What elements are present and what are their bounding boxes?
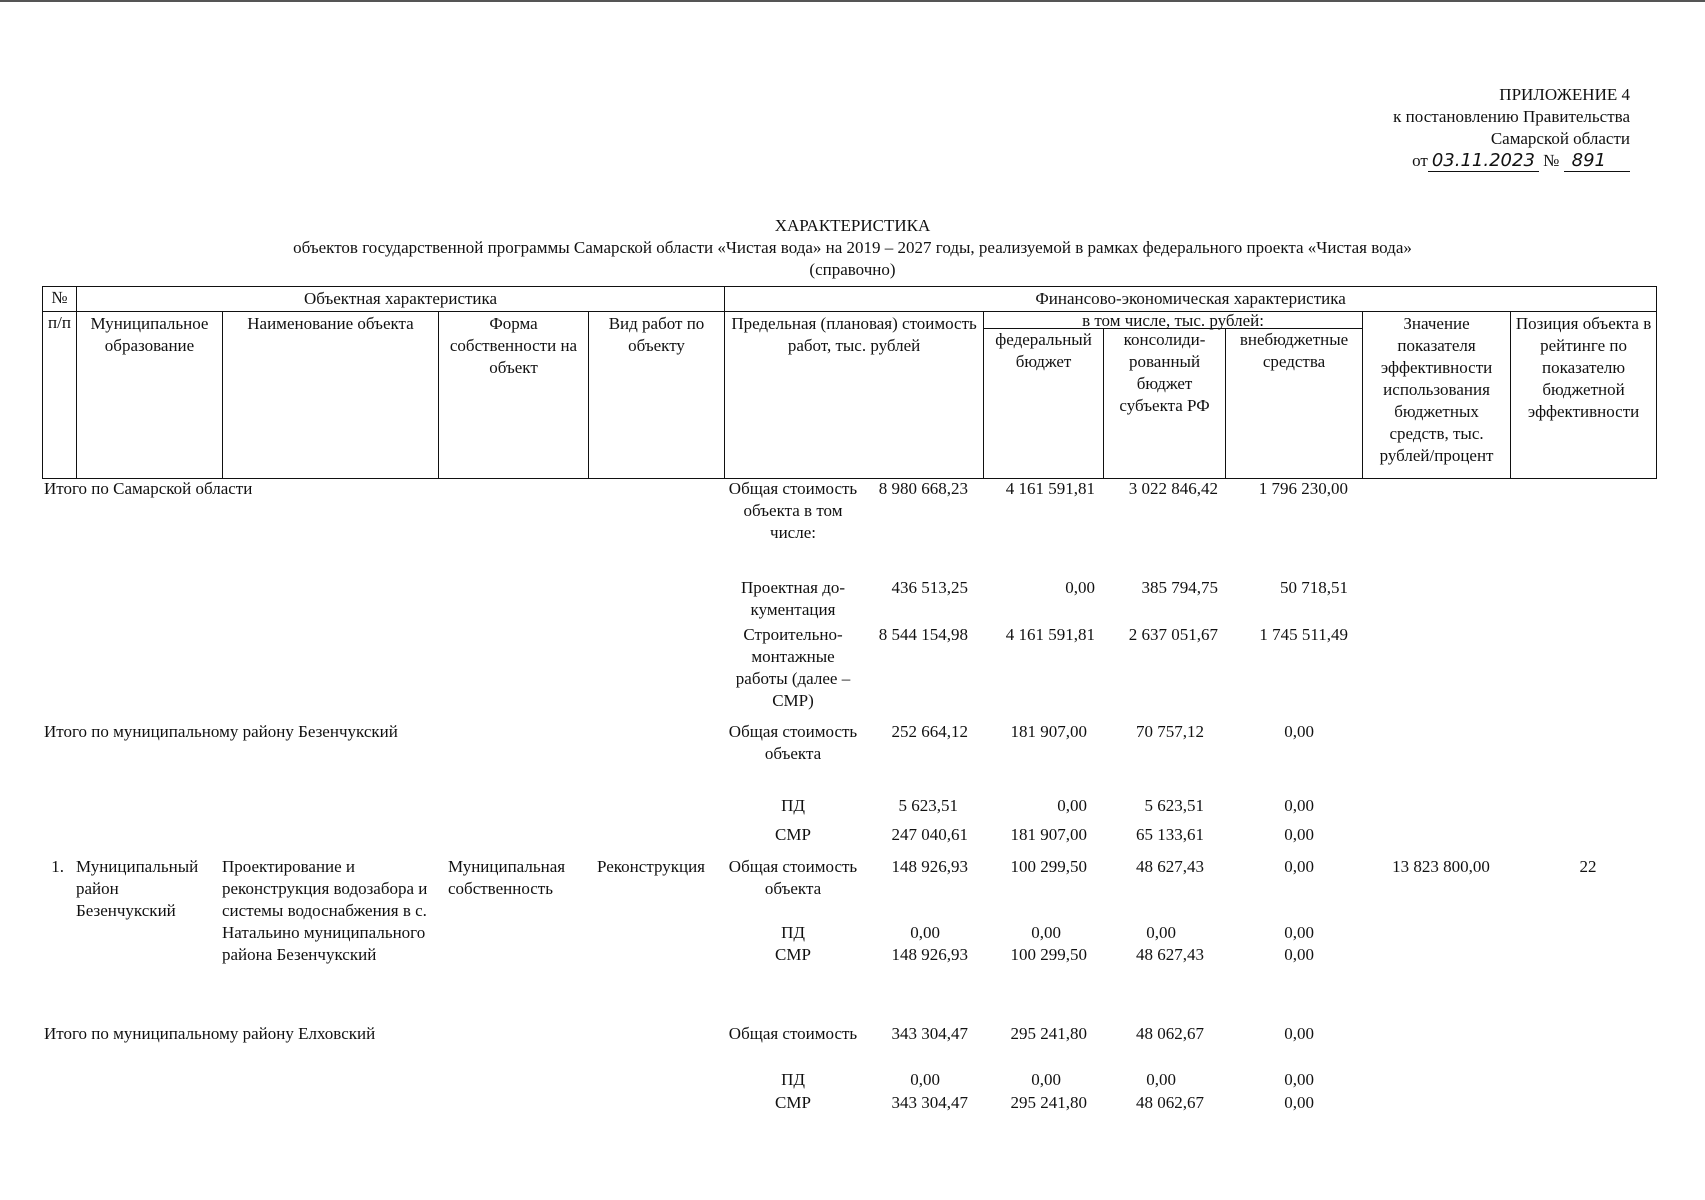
item1-pd-fed: 0,00	[1031, 923, 1061, 942]
header-max-cost: Предельная (плановая) стоимость работ, тыс. рублей	[725, 312, 984, 479]
bez-pd-type: ПД	[781, 796, 805, 815]
bez-pd-cons: 5 623,51	[1144, 796, 1204, 815]
bez-smr-cost: 247 040,61	[891, 825, 968, 844]
bez-total-cost: 252 664,12	[891, 722, 968, 741]
header-consolidated: консолиди-рованный бюджет субъекта РФ	[1104, 329, 1226, 478]
header-federal: федеральный бюджет	[984, 329, 1104, 478]
samara-smr-cons: 2 637 051,67	[1128, 625, 1218, 644]
elk-pd-extra: 0,00	[1284, 1070, 1314, 1089]
item1-smr-extra: 0,00	[1284, 945, 1314, 964]
item1-total-fed: 100 299,50	[1010, 857, 1087, 876]
samara-pd-type: Проектная до-кументация	[740, 578, 846, 619]
item1-ownership: Муниципальная собственность	[448, 857, 566, 898]
samara-total-type: Общая стоимость объекта в том числе:	[728, 479, 858, 542]
header-object-group: Объектная характеристика	[77, 287, 725, 312]
item1-total-cons: 48 627,43	[1136, 857, 1204, 876]
elk-smr-extra: 0,00	[1284, 1093, 1314, 1112]
samara-smr-fed: 4 161 591,81	[1005, 625, 1095, 644]
item1-smr-cost: 148 926,93	[891, 945, 968, 964]
bez-pd-extra: 0,00	[1284, 796, 1314, 815]
from-label: от	[1412, 151, 1428, 170]
elk-total-type: Общая стоимость	[728, 1024, 858, 1043]
elk-total-cons: 48 062,67	[1136, 1024, 1204, 1043]
bez-pd-cost: 5 623,51	[898, 796, 958, 815]
header-num-pp: п/п	[43, 312, 77, 479]
elk-pd-cost: 0,00	[910, 1070, 940, 1089]
elk-smr-type: СМР	[775, 1093, 811, 1112]
bez-smr-type: СМР	[775, 825, 811, 844]
bez-pd-fed: 0,00	[1057, 796, 1087, 815]
samara-smr-cost: 8 544 154,98	[878, 625, 968, 644]
item1-pd-type: ПД	[781, 923, 805, 942]
header-table	[42, 286, 1657, 479]
decree-date: 03.11.2023	[1428, 150, 1539, 172]
elk-pd-type: ПД	[781, 1070, 805, 1089]
bez-smr-extra: 0,00	[1284, 825, 1314, 844]
elk-total-fed: 295 241,80	[1010, 1024, 1087, 1043]
samara-pd-cons: 385 794,75	[1141, 578, 1218, 597]
total-elk-label: Итого по муниципальному району Елховский	[44, 1024, 376, 1043]
item1-municipality: Муниципальный район Безенчукский	[76, 857, 199, 920]
item1-object-name: Проектирование и реконструкция водозабора и системы водоснабжения в с. Натальино муниципального района Безенчукский	[222, 857, 428, 964]
samara-total-cost: 8 980 668,23	[878, 479, 968, 498]
elk-total-cost: 343 304,47	[891, 1024, 968, 1043]
header-work-type: Вид работ по объекту	[589, 312, 725, 479]
elk-smr-cons: 48 062,67	[1136, 1093, 1204, 1112]
samara-total-fed: 4 161 591,81	[1005, 479, 1095, 498]
scan-edge-line	[0, 0, 1705, 2]
bez-total-fed: 181 907,00	[1010, 722, 1087, 741]
appendix-ref-line: к постановлению Правительства	[1393, 107, 1630, 126]
item1-pd-cost: 0,00	[910, 923, 940, 942]
header-incl: в том числе, тыс. рублей:	[984, 312, 1362, 329]
elk-total-extra: 0,00	[1284, 1024, 1314, 1043]
header-municipality: Муниципальное образование	[77, 312, 223, 479]
appendix-date-line	[1393, 150, 1630, 172]
bez-smr-fed: 181 907,00	[1010, 825, 1087, 844]
item1-num: 1.	[51, 857, 64, 876]
header-num: №	[43, 287, 77, 312]
item1-total-extra: 0,00	[1284, 857, 1314, 876]
item1-pd-cons: 0,00	[1146, 923, 1176, 942]
header-indicator: Значение показателя эффективности использования бюджетных средств, тыс. рублей/процент	[1363, 312, 1511, 479]
number-label: №	[1543, 151, 1560, 170]
bez-smr-cons: 65 133,61	[1136, 825, 1204, 844]
item1-smr-fed: 100 299,50	[1010, 945, 1087, 964]
item1-smr-cons: 48 627,43	[1136, 945, 1204, 964]
appendix-region-line: Самарской области	[1490, 129, 1630, 148]
header-finance-group: Финансово-экономическая характеристика	[725, 287, 1657, 312]
bez-total-type: Общая стоимость объекта	[728, 722, 858, 763]
appendix-block	[1393, 84, 1630, 172]
samara-total-cons: 3 022 846,42	[1128, 479, 1218, 498]
bez-total-extra: 0,00	[1284, 722, 1314, 741]
samara-total-extra: 1 796 230,00	[1258, 479, 1348, 498]
doc-title: ХАРАКТЕРИСТИКА	[774, 216, 931, 235]
header-extrabudget: внебюджетные средства	[1239, 330, 1349, 371]
elk-smr-cost: 343 304,47	[891, 1093, 968, 1112]
header-object-name: Наименование объекта	[223, 312, 439, 479]
header-ownership: Форма собственности на объект	[439, 312, 589, 479]
samara-smr-type: Строительно-монтажные работы (далее – СМР)	[735, 625, 851, 710]
samara-pd-fed: 0,00	[1065, 578, 1095, 597]
samara-pd-extra: 50 718,51	[1280, 578, 1348, 597]
appendix-title: ПРИЛОЖЕНИЕ 4	[1499, 85, 1630, 104]
samara-pd-cost: 436 513,25	[891, 578, 968, 597]
doc-subtitle: объектов государственной программы Самарской области «Чистая вода» на 2019 – 2027 годы, реализуемой в рамках федерального проекта «Чистая вода»	[293, 238, 1412, 257]
item1-rank: 22	[1579, 857, 1597, 876]
item1-smr-type: СМР	[775, 945, 811, 964]
item1-total-cost: 148 926,93	[891, 857, 968, 876]
elk-pd-cons: 0,00	[1146, 1070, 1176, 1089]
elk-pd-fed: 0,00	[1031, 1070, 1061, 1089]
bez-total-cons: 70 757,12	[1136, 722, 1204, 741]
elk-smr-fed: 295 241,80	[1010, 1093, 1087, 1112]
header-rank: Позиция объекта в рейтинге по показателю бюджетной эффективности	[1511, 312, 1657, 479]
decree-number: 891	[1564, 150, 1630, 172]
total-samara-label: Итого по Самарской области	[44, 479, 253, 498]
item1-pd-extra: 0,00	[1284, 923, 1314, 942]
header-incl-group	[984, 312, 1363, 479]
samara-smr-extra: 1 745 511,49	[1259, 625, 1348, 644]
item1-work-type: Реконструкция	[597, 857, 706, 876]
item1-total-type: Общая стоимость объекта	[728, 857, 858, 898]
item1-indicator: 13 823 800,00	[1392, 857, 1490, 876]
doc-note: (справочно)	[809, 260, 896, 279]
total-bez-label: Итого по муниципальному району Безенчукский	[44, 722, 398, 741]
